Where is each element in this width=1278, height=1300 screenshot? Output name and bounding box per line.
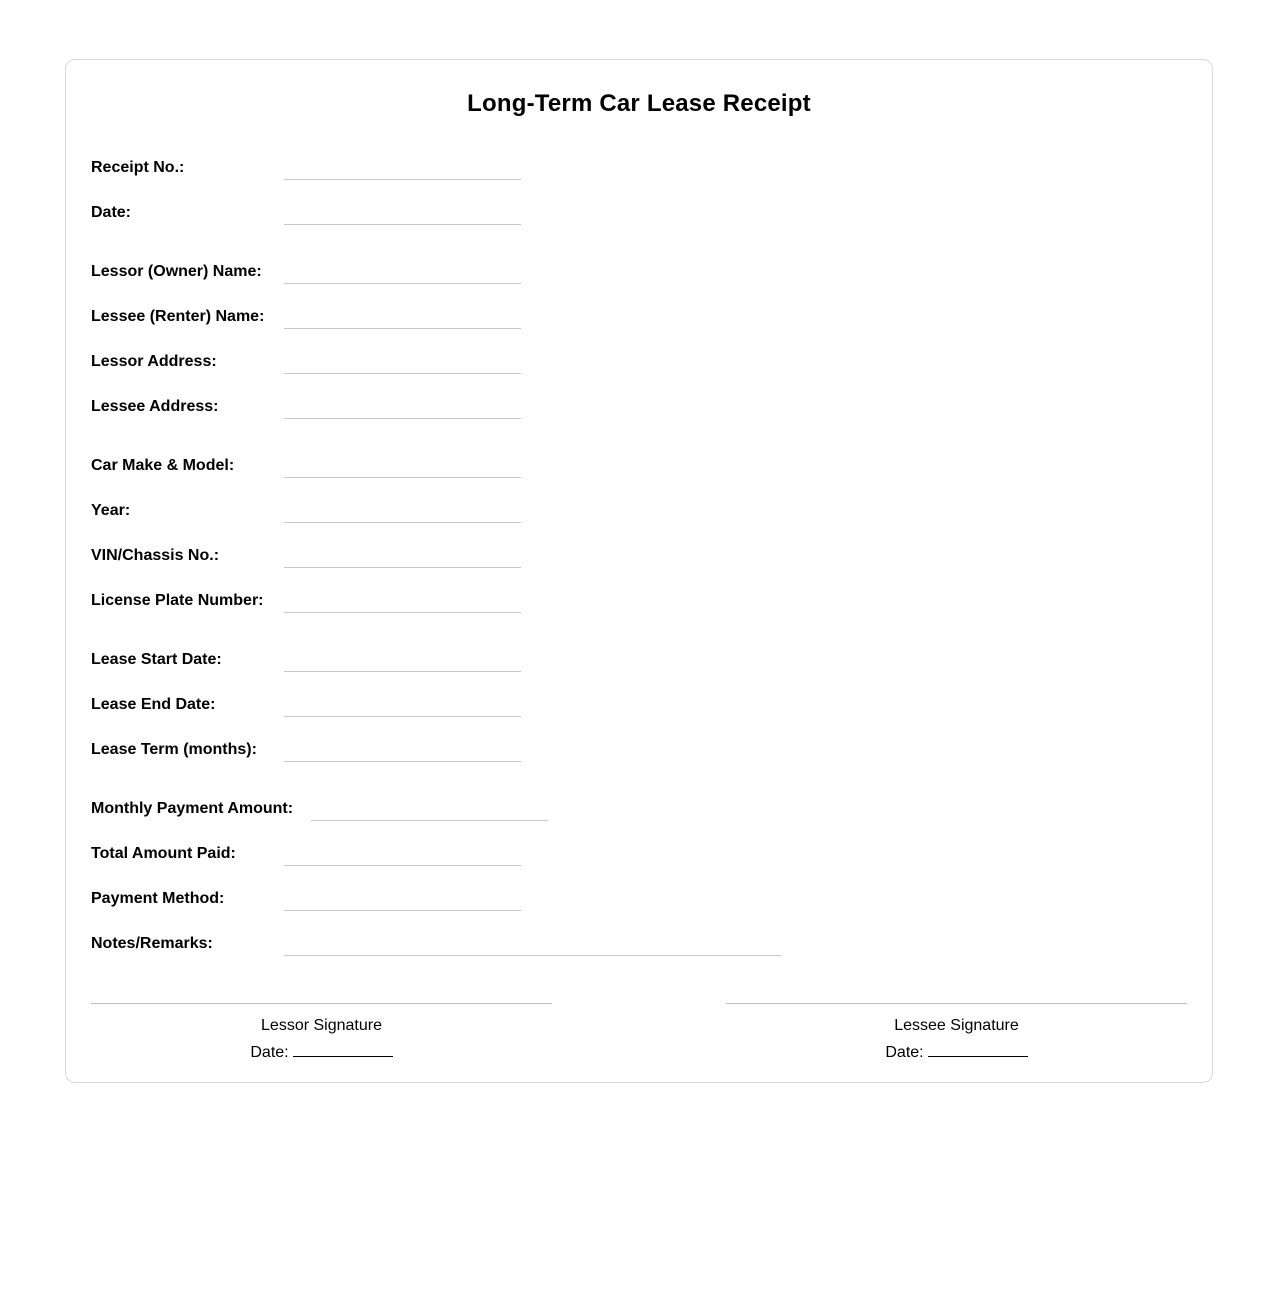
signature-section (91, 1003, 1187, 1063)
field-row (91, 156, 1187, 180)
field-blank-line (284, 938, 781, 956)
field-blank-line (284, 595, 521, 613)
lessee-signature-label: Lessee Signature (894, 1017, 1019, 1034)
field-label: Lessor (Owner) Name: (91, 263, 262, 280)
field-row (91, 499, 1187, 523)
field-blank-line (284, 505, 521, 523)
page-title: Long-Term Car Lease Receipt (467, 90, 811, 117)
field-blank-line (284, 848, 521, 866)
field-label: VIN/Chassis No.: (91, 547, 220, 564)
field-row (91, 842, 1187, 866)
lessor-signature-line (91, 1003, 552, 1004)
field-row (91, 693, 1187, 717)
receipt-form (91, 156, 1187, 956)
field-blank-line (284, 744, 521, 762)
field-blank-line (284, 699, 521, 717)
lessee-date-label: Date: (885, 1044, 924, 1061)
field-row (91, 305, 1187, 329)
field-row (91, 648, 1187, 672)
field-label: Lessor Address: (91, 353, 217, 370)
field-label: Monthly Payment Amount: (91, 800, 294, 817)
field-label: Lessee Address: (91, 398, 219, 415)
field-label: Notes/Remarks: (91, 935, 213, 952)
field-blank-line (284, 460, 521, 478)
field-blank-line (284, 162, 521, 180)
lessee-signature-line (726, 1003, 1187, 1004)
field-blank-line (284, 207, 521, 225)
field-row (91, 454, 1187, 478)
field-blank-line (284, 356, 521, 374)
field-label: Year: (91, 502, 131, 519)
lessee-signature-block (726, 1003, 1187, 1063)
field-label: Lessee (Renter) Name: (91, 308, 265, 325)
lessor-signature-block (91, 1003, 552, 1063)
lessee-signature-date (726, 1043, 1187, 1063)
field-row (91, 797, 1187, 821)
lessor-date-label: Date: (250, 1044, 289, 1061)
field-blank-line (284, 266, 521, 284)
field-blank-line (284, 401, 521, 419)
field-label: Car Make & Model: (91, 457, 235, 474)
field-label: Lease Term (months): (91, 741, 257, 758)
field-label: License Plate Number: (91, 592, 264, 609)
field-label: Payment Method: (91, 890, 225, 907)
field-row (91, 738, 1187, 762)
lessee-date-line (928, 1043, 1028, 1057)
field-label: Total Amount Paid: (91, 845, 236, 862)
field-row (91, 887, 1187, 911)
lessor-date-line (293, 1043, 393, 1057)
field-row (91, 395, 1187, 419)
field-blank-line (284, 893, 521, 911)
field-row (91, 589, 1187, 613)
field-label: Lease Start Date: (91, 651, 222, 668)
field-blank-line (284, 550, 521, 568)
lessor-signature-label: Lessor Signature (261, 1017, 382, 1034)
field-row (91, 201, 1187, 225)
field-blank-line (284, 654, 521, 672)
field-blank-line (284, 311, 521, 329)
field-row (91, 260, 1187, 284)
field-row (91, 544, 1187, 568)
field-label: Receipt No.: (91, 159, 185, 176)
lessor-signature-date (91, 1043, 552, 1063)
field-label: Lease End Date: (91, 696, 216, 713)
receipt-card (65, 59, 1213, 1083)
field-label: Date: (91, 204, 132, 221)
field-blank-line (311, 803, 548, 821)
field-row (91, 350, 1187, 374)
field-row (91, 932, 1187, 956)
